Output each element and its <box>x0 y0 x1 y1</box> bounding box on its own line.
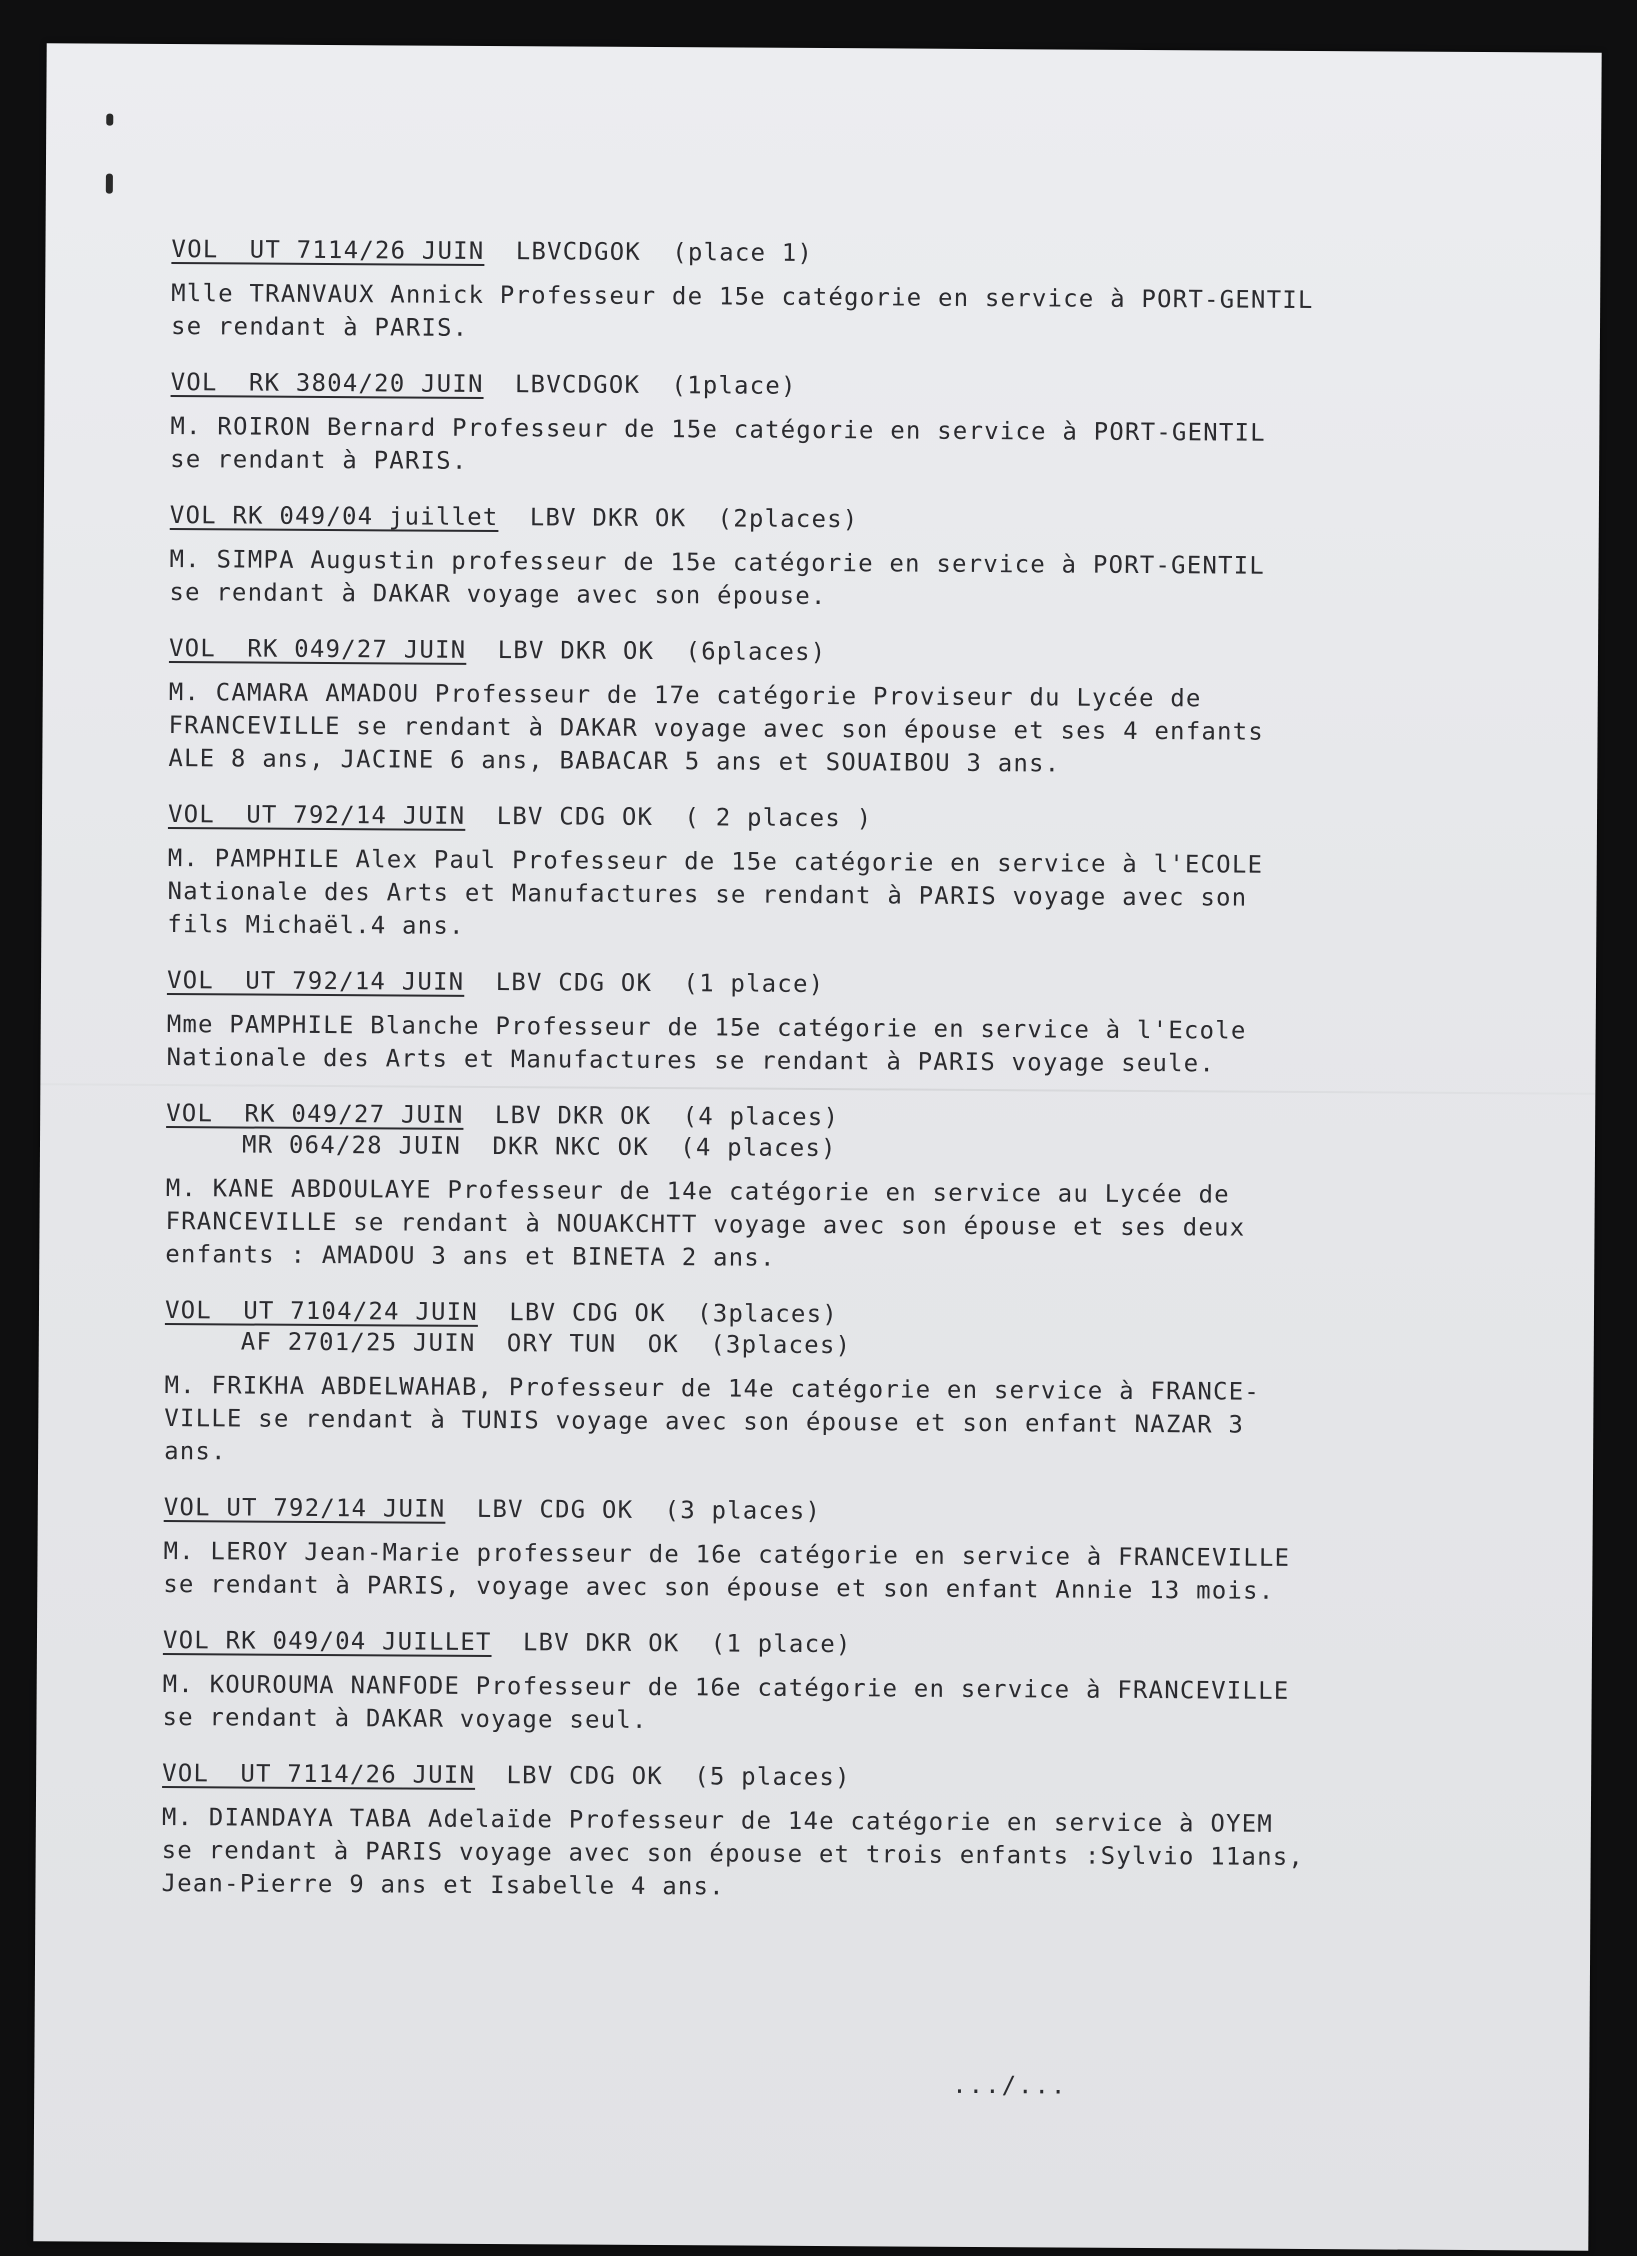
flight-code: VOL UT 7114/26 JUIN <box>171 235 485 265</box>
flight-code: VOL UT 792/14 JUIN <box>167 800 466 830</box>
flight-line <box>169 633 1409 672</box>
flight-route: LBV CDG OK <box>495 968 653 997</box>
flight-entry <box>168 633 1409 783</box>
seat-count: (1 place) <box>683 969 825 999</box>
flight-code: VOL RK 049/27 JUIN <box>168 634 467 664</box>
flight-entry <box>163 1492 1404 1609</box>
seat-count: (4 places) <box>680 1133 837 1163</box>
flight-route: LBVCDGOK <box>515 237 642 266</box>
flight-route: LBV DKR OK <box>529 503 687 533</box>
seat-count: ( 2 places ) <box>684 803 873 833</box>
flight-line <box>167 965 1407 1004</box>
continuation-marker: .../... <box>952 2070 1068 2100</box>
flight-route: LBV CDG OK <box>509 1298 666 1328</box>
flight-entry <box>166 965 1407 1082</box>
flight-line <box>170 500 1410 539</box>
seat-count: (1place) <box>671 371 797 400</box>
connecting-flight-line <box>166 1129 1406 1168</box>
flight-entry <box>162 1625 1403 1742</box>
flight-line <box>168 799 1408 838</box>
seat-count: (3places) <box>710 1330 852 1360</box>
flight-entry <box>167 799 1408 949</box>
punch-mark-bottom <box>106 174 113 194</box>
flight-code: VOL RK 049/27 JUIN <box>166 1099 464 1129</box>
flight-route: LBVCDGOK <box>514 370 641 399</box>
flight-line <box>163 1625 1403 1664</box>
traveler-description: M. ROIRON Bernard Professeur de 15e catégorie en service à PORT-GENTIL se rendant à PARIS. <box>170 412 1266 475</box>
flight-route: LBV CDG OK <box>476 1494 634 1524</box>
traveler-description: M. LEROY Jean-Marie professeur de 16e catégorie en service à FRANCEVILLE se rendant à PARIS, voyage avec son épouse et son enfant Annie 13 mois. <box>163 1537 1291 1605</box>
seat-count: (6places) <box>685 637 827 667</box>
seat-count: (4 places) <box>682 1102 840 1132</box>
flight-entry <box>165 1098 1406 1279</box>
flight-entry <box>164 1295 1405 1476</box>
flight-code: VOL RK 049/04 juillet <box>169 501 499 532</box>
flight-line <box>171 367 1411 406</box>
flight-line <box>164 1492 1404 1531</box>
traveler-description: M. SIMPA Augustin professeur de 15e catégorie en service à PORT-GENTIL se rendant à DAKAR voyage avec son épouse. <box>169 545 1266 611</box>
seat-count: (place 1) <box>672 238 814 267</box>
traveler-description: M. FRIKHA ABDELWAHAB, Professeur de 14e catégorie en service à FRANCE- VILLE se rendant à TUNIS voyage avec son épouse et son enfant NAZAR 3 ans. <box>164 1371 1261 1466</box>
flight-entry <box>161 1758 1402 1908</box>
punch-mark-top <box>106 114 113 126</box>
seat-count: (5 places) <box>694 1762 851 1792</box>
flight-code: VOL UT 792/14 JUIN <box>166 966 465 996</box>
flight-line <box>171 234 1411 273</box>
traveler-description: M. PAMPHILE Alex Paul Professeur de 15e catégorie en service à l'ECOLE Nationale des Arts et Manufactures se rendant à PARIS voyage avec son fils Michaël.4 ans. <box>167 844 1264 940</box>
flight-code: AF 2701/25 JUIN <box>240 1327 476 1357</box>
flight-route: LBV DKR OK <box>497 636 655 665</box>
traveler-description: M. KOUROUMA NANFODE Professeur de 16e catégorie en service à FRANCEVILLE se rendant à DAKAR voyage seul. <box>162 1670 1290 1734</box>
flight-code: VOL UT 792/14 JUIN <box>163 1493 446 1523</box>
flight-route: LBV DKR OK <box>522 1628 680 1658</box>
flight-entry <box>171 234 1412 351</box>
seat-count: (3places) <box>697 1299 839 1329</box>
traveler-description: Mme PAMPHILE Blanche Professeur de 15e catégorie en service à l'Ecole Nationale des Arts et Manufactures se rendant à PARIS voyage seule. <box>166 1010 1247 1078</box>
flight-list <box>161 234 1411 1932</box>
flight-route: LBV DKR OK <box>494 1101 652 1130</box>
flight-entry <box>170 367 1411 484</box>
seat-count: (1 place) <box>710 1629 852 1659</box>
seat-count: (2places) <box>717 504 859 534</box>
flight-line <box>162 1758 1402 1797</box>
flight-route: DKR NKC OK <box>492 1132 649 1161</box>
traveler-description: M. CAMARA AMADOU Professeur de 17e catégorie Proviseur du Lycée de FRANCEVILLE se rendant à DAKAR voyage avec son épouse et ses 4 enfants ALE 8 ans, JACINE 6 ans, BABACAR 5 ans et SOUAIBOU 3 ans. <box>168 678 1265 778</box>
traveler-description: Mlle TRANVAUX Annick Professeur de 15e catégorie en service à PORT-GENTIL se rendant à PARIS. <box>170 279 1314 342</box>
paper-sheet <box>33 43 1601 2250</box>
traveler-description: M. KANE ABDOULAYE Professeur de 14e catégorie en service au Lycée de FRANCEVILLE se rendant à NOUAKCHTT voyage avec son épouse et ses deux enfants : AMADOU 3 ans et BINETA 2 ans. <box>165 1174 1246 1272</box>
flight-route: LBV CDG OK <box>496 802 654 831</box>
flight-entry <box>169 500 1410 617</box>
flight-code: VOL RK 049/04 JUILLET <box>162 1626 492 1657</box>
flight-code: VOL UT 7114/26 JUIN <box>162 1759 476 1789</box>
flight-route: ORY TUN OK <box>506 1329 680 1359</box>
seat-count: (3 places) <box>664 1496 822 1526</box>
traveler-description: M. DIANDAYA TABA Adelaïde Professeur de 14e catégorie en service à OYEM se rendant à PARIS voyage avec son épouse et trois enfants :Sylvio 11ans, Jean-Pierre 9 ans et Isabelle 4 ans. <box>161 1803 1305 1901</box>
flight-code: VOL UT 7104/24 JUIN <box>164 1296 479 1326</box>
flight-route: LBV CDG OK <box>506 1761 664 1791</box>
flight-code: MR 064/28 JUIN <box>241 1130 462 1160</box>
connecting-flight-line <box>165 1326 1405 1365</box>
flight-code: VOL RK 3804/20 JUIN <box>170 368 484 398</box>
